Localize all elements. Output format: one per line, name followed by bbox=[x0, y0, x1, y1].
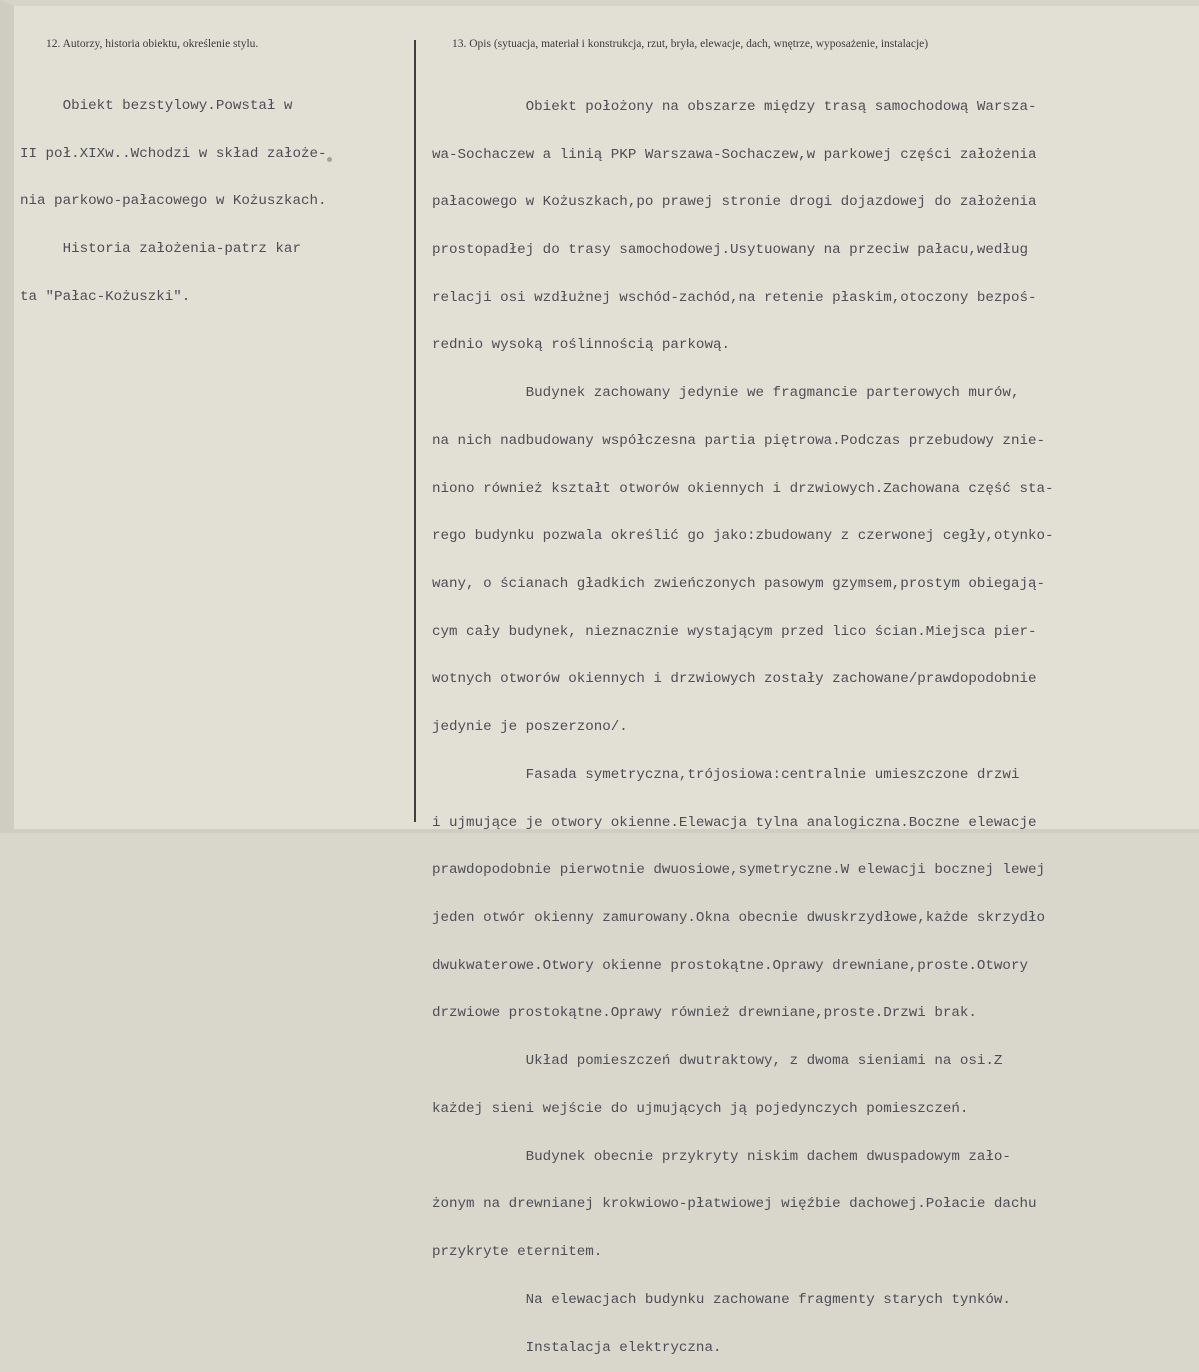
text-line: każdej sieni wejście do ujmujących ją pojedynczych pomieszczeń. bbox=[432, 1100, 969, 1117]
section-12-text bbox=[20, 67, 327, 322]
text-line: jeden otwór okienny zamurowany.Okna obecnie dwuskrzydłowe,każde skrzydło bbox=[432, 910, 1045, 927]
text-line: przykryte eternitem. bbox=[432, 1244, 603, 1261]
text-line: II poł.XIXw..Wchodzi w skład założe- bbox=[20, 145, 327, 162]
text-line: jedynie je poszerzono/. bbox=[432, 719, 628, 736]
text-line: prostopadłej do trasy samochodowej.Usytuowany na przeciw pałacu,według bbox=[432, 241, 1028, 258]
text-line: Fasada symetryczna,trójosiowa:centralnie umieszczone drzwi bbox=[432, 766, 1020, 783]
section-13-header: 13. Opis (sytuacja, materiał i konstrukcja, rzut, bryła, elewacje, dach, wnętrze, wyposażenie, instalacje) bbox=[452, 38, 929, 50]
text-line: na nich nadbudowany współczesna partia piętrowa.Podczas przebudowy znie- bbox=[432, 432, 1045, 449]
text-line: Budynek obecnie przykryty niskim dachem dwuspadowym zało- bbox=[432, 1148, 1011, 1165]
text-line: Historia założenia-patrz kar bbox=[20, 240, 301, 257]
text-line: żonym na drewnianej krokwiowo-płatwiowej więźbie dachowej.Połacie dachu bbox=[432, 1196, 1037, 1213]
text-line: Na elewacjach budynku zachowane fragmenty starych tynków. bbox=[432, 1291, 1011, 1308]
text-line: rego budynku pozwala określić go jako:zbudowany z czerwonej cegły,otynko- bbox=[432, 528, 1054, 545]
text-line: ta "Pałac-Kożuszki". bbox=[20, 288, 191, 305]
section-12-header: 12. Autorzy, historia obiektu, określenie stylu. bbox=[46, 38, 259, 50]
text-line: rednio wysoką roślinnością parkową. bbox=[432, 337, 730, 354]
text-line: Obiekt bezstylowy.Powstał w bbox=[20, 97, 293, 114]
text-line: dwukwaterowe.Otwory okienne prostokątne.Oprawy drewniane,proste.Otwory bbox=[432, 957, 1028, 974]
text-line: wany, o ścianach gładkich zwieńczonych pasowym gzymsem,prostym obiegają- bbox=[432, 576, 1045, 592]
text-line: Budynek zachowany jedynie we fragmancie parterowych murów, bbox=[432, 385, 1020, 402]
text-line: pałacowego w Kożuszkach,po prawej stronie drogi dojazdowej do założenia bbox=[432, 194, 1037, 211]
text-line: i ujmujące je otwory okienne.Elewacja tylna analogiczna.Boczne elewacje bbox=[432, 814, 1037, 831]
text-line: Układ pomieszczeń dwutraktowy, z dwoma sieniami na osi.Z bbox=[432, 1053, 1003, 1070]
text-line: wa-Sochaczew a linią PKP Warszawa-Sochaczew,w parkowej części założenia bbox=[432, 146, 1037, 163]
text-line: relacji osi wzdłużnej wschód-zachód,na retenie płaskim,otoczony bezpoś- bbox=[432, 289, 1037, 306]
text-line: wotnych otworów okiennych i drzwiowych zostały zachowane/prawdopodobnie bbox=[432, 671, 1037, 688]
text-line: cym cały budynek, nieznacznie wystającym przed lico ścian.Miejsca pier- bbox=[432, 623, 1037, 640]
column-divider bbox=[414, 40, 416, 822]
text-line: niono również kształt otworów okiennych i drzwiowych.Zachowana część sta- bbox=[432, 480, 1054, 497]
text-line: Instalacja elektryczna. bbox=[432, 1339, 722, 1356]
text-line: nia parkowo-pałacowego w Kożuszkach. bbox=[20, 193, 327, 210]
text-line: prawdopodobnie pierwotnie dwuosiowe,symetryczne.W elewacji bocznej lewej bbox=[432, 862, 1045, 879]
section-13-text bbox=[432, 68, 1054, 1372]
text-line: Obiekt położony na obszarze między trasą samochodową Warsza- bbox=[432, 98, 1037, 115]
text-line: drzwiowe prostokątne.Oprawy również drewniane,proste.Drzwi brak. bbox=[432, 1005, 977, 1022]
paper-speck bbox=[327, 157, 332, 162]
